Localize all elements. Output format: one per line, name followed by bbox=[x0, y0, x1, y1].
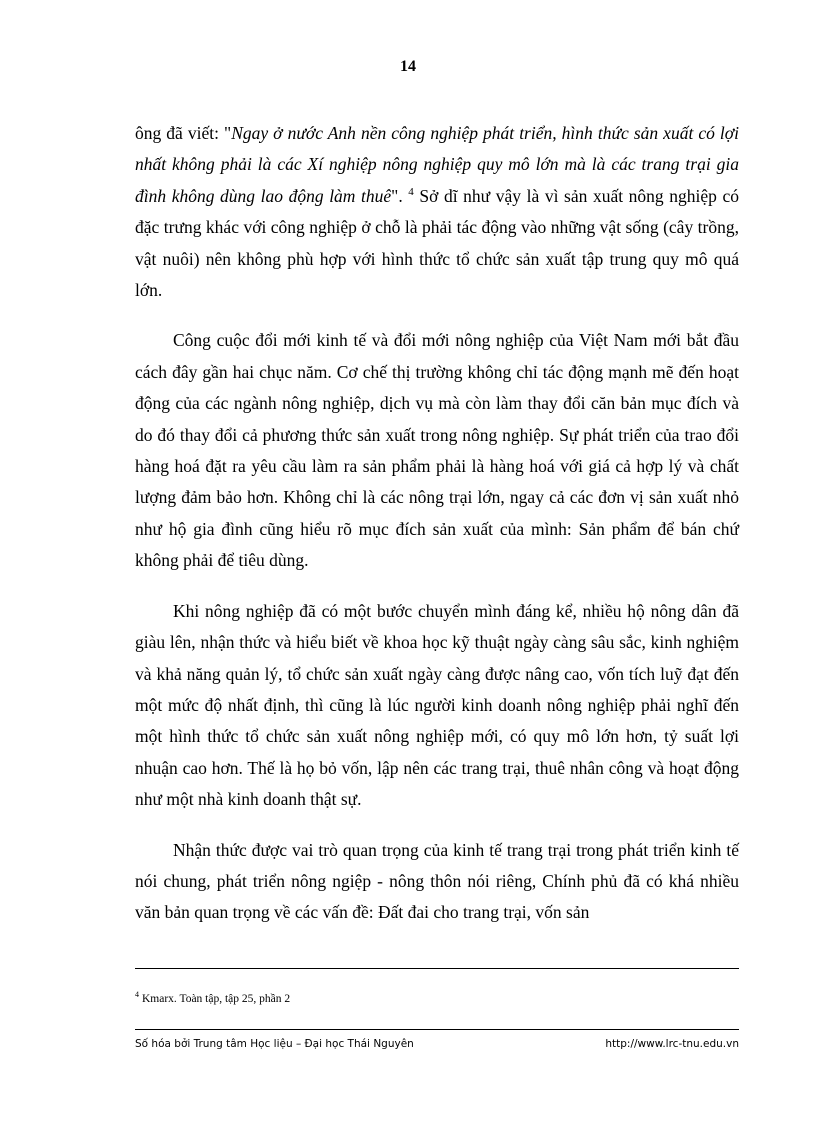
quotation: Ngay ở nước Anh nền công nghiệp phát triển, hình thức sản xuất có lợi nhất không phải là các Xí nghiệp nông nghiệp quy mô lớn mà là các trang trại gia đình không dùng lao động làm thuê bbox=[135, 123, 739, 206]
footnote-reference: 4 bbox=[408, 185, 414, 198]
paragraph-1-rest: Sở dĩ như vậy là vì sản xuất nông nghiệp có đặc trưng khác với công nghiệp ở chỗ là phải tác động vào những vật sống (cây trồng, vật nuôi) nên không phù hợp với hình thức tổ chức sản xuất tập trung quy mô quá lớn. bbox=[135, 185, 739, 301]
paragraph-2: Công cuộc đổi mới kinh tế và đổi mới nông nghiệp của Việt Nam mới bắt đầu cách đây gần hai chục năm. Cơ chế thị trường không chỉ tác động mạnh mẽ đến hoạt động của các ngành nông nghiệp, dịch vụ mà còn làm thay đổi căn bản mục đích và do đó thay đổi cả phương thức sản xuất trong nông nghiệp. Sự phát triển của trao đổi hàng hoá đặt ra yêu cầu làm ra sản phẩm phải là hàng hoá với giá cả hợp lý và chất lượng đảm bảo hơn. Không chỉ là các nông trại lớn, ngay cả các đơn vị sản xuất nhỏ như hộ gia đình cũng hiểu rõ mục đích sản xuất của mình: Sản phẩm để bán chứ không phải để tiêu dùng. bbox=[135, 330, 739, 571]
footer-credit: Số hóa bởi Trung tâm Học liệu – Đại học Thái Nguyên bbox=[135, 1038, 414, 1050]
footer-url: http://www.lrc-tnu.edu.vn bbox=[605, 1038, 739, 1050]
paragraph-4: Nhận thức được vai trò quan trọng của kinh tế trang trại trong phát triển kinh tế nói chung, phát triển nông ngiệp - nông thôn nói riêng, Chính phủ đã có khá nhiều văn bản quan trọng về các vấn đề: Đất đai cho trang trại, vốn sản bbox=[135, 839, 739, 923]
footer-divider bbox=[135, 1029, 739, 1030]
paragraph-3: Khi nông nghiệp đã có một bước chuyển mình đáng kể, nhiều hộ nông dân đã giàu lên, nhận thức và hiểu biết về khoa học kỹ thuật ngày càng sâu sắc, kinh nghiệm và khả năng quản lý, tổ chức sản xuất ngày càng được nâng cao, vốn tích luỹ đạt đến một mức độ nhất định, thì cũng là lúc người kinh doanh nông nghiệp phải nghĩ đến một hình thức tổ chức sản xuất nông nghiệp mới, có quy mô lớn hơn, tỷ suất lợi nhuận cao hơn. Thế là họ bỏ vốn, lập nên các trang trại, thuê nhân công và hoạt động như một nhà kinh doanh thật sự. bbox=[135, 600, 739, 810]
page-number: 14 bbox=[400, 58, 416, 75]
paragraph-1-lead: ông đã viết: " bbox=[135, 123, 232, 143]
footnote-text: Kmarx. Toàn tập, tập 25, phần 2 bbox=[142, 992, 291, 1005]
paragraph-1 bbox=[135, 118, 739, 306]
footnote-number: 4 bbox=[135, 990, 139, 999]
footnote bbox=[135, 990, 739, 1005]
paragraph-1-quote-close: ". bbox=[391, 185, 403, 206]
page-footer bbox=[135, 1038, 739, 1050]
body-text bbox=[135, 118, 739, 948]
footnote-separator bbox=[135, 968, 739, 969]
